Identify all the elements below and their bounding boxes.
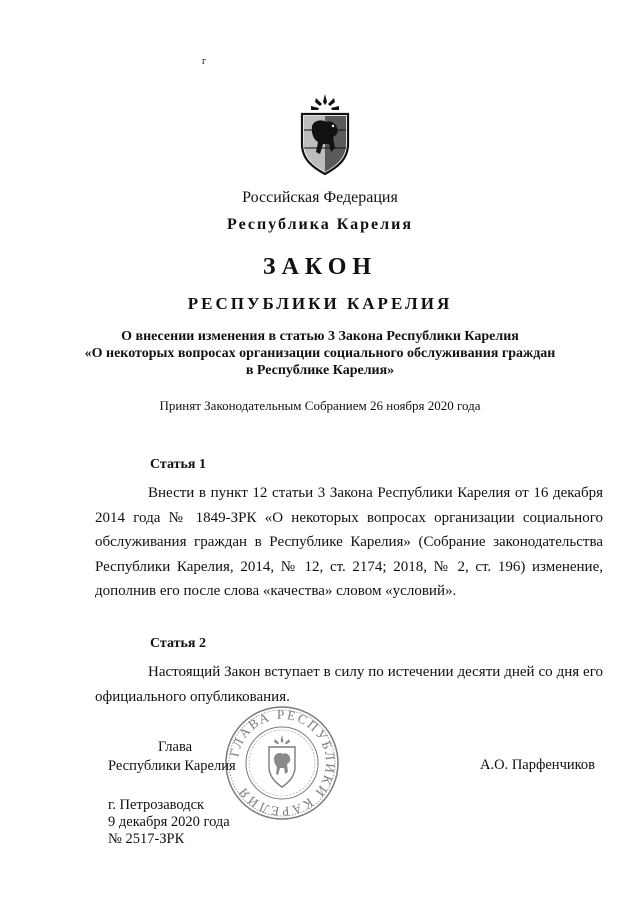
signing-date: 9 декабря 2020 года bbox=[108, 814, 230, 830]
article-2-text: Настоящий Закон вступает в силу по истечении десяти дней со дня его официального опубликования. bbox=[95, 664, 603, 705]
law-title bbox=[0, 328, 640, 379]
country-line: Российская Федерация bbox=[242, 189, 398, 206]
place-of-signing: г. Петрозаводск bbox=[108, 797, 205, 813]
adoption-note: Принят Законодательным Собранием 26 ноября 2020 года bbox=[159, 398, 481, 413]
article-2-heading: Статья 2 bbox=[150, 636, 206, 651]
document-footer bbox=[108, 797, 230, 848]
karelia-coat-of-arms-icon bbox=[296, 92, 354, 176]
law-title-line: «О некоторых вопросах организации социального обслуживания граждан bbox=[84, 346, 556, 361]
law-subheading: РЕСПУБЛИКИ КАРЕЛИЯ bbox=[187, 294, 453, 313]
signatory-name: А.О. Парфенчиков bbox=[480, 757, 596, 773]
signatory-position bbox=[108, 738, 236, 776]
law-title-line: в Республике Карелия» bbox=[245, 363, 395, 378]
article-1-text: Внести в пункт 12 статьи 3 Закона Республики Карелия от 16 декабря 2014 года № 1849-ЗРК «О некоторых вопросах организации социального обслуживания граждан в Республике Карелия» (Собрание законодательства Республики Карелия, 2014, № 12, ст. 2174; 2018, № 2, ст. 196) изменение, дополнив его после слова «качества» словом «условий». bbox=[95, 485, 603, 599]
republic-line: Республика Карелия bbox=[227, 216, 413, 233]
seal-text: ГЛАВА РЕСПУБЛИКИ КАРЕЛИЯ bbox=[226, 706, 339, 820]
law-heading: ЗАКОН bbox=[262, 254, 378, 280]
signatory-position-line: Глава bbox=[158, 739, 193, 755]
official-seal-icon bbox=[224, 705, 340, 821]
law-title-line: О внесении изменения в статью 3 Закона Республики Карелия bbox=[121, 329, 519, 344]
signatory-position-line: Республики Карелия bbox=[108, 758, 236, 774]
law-number: № 2517-ЗРК bbox=[108, 831, 185, 847]
article-1-heading: Статья 1 bbox=[150, 457, 206, 472]
stray-mark: г bbox=[202, 56, 207, 67]
